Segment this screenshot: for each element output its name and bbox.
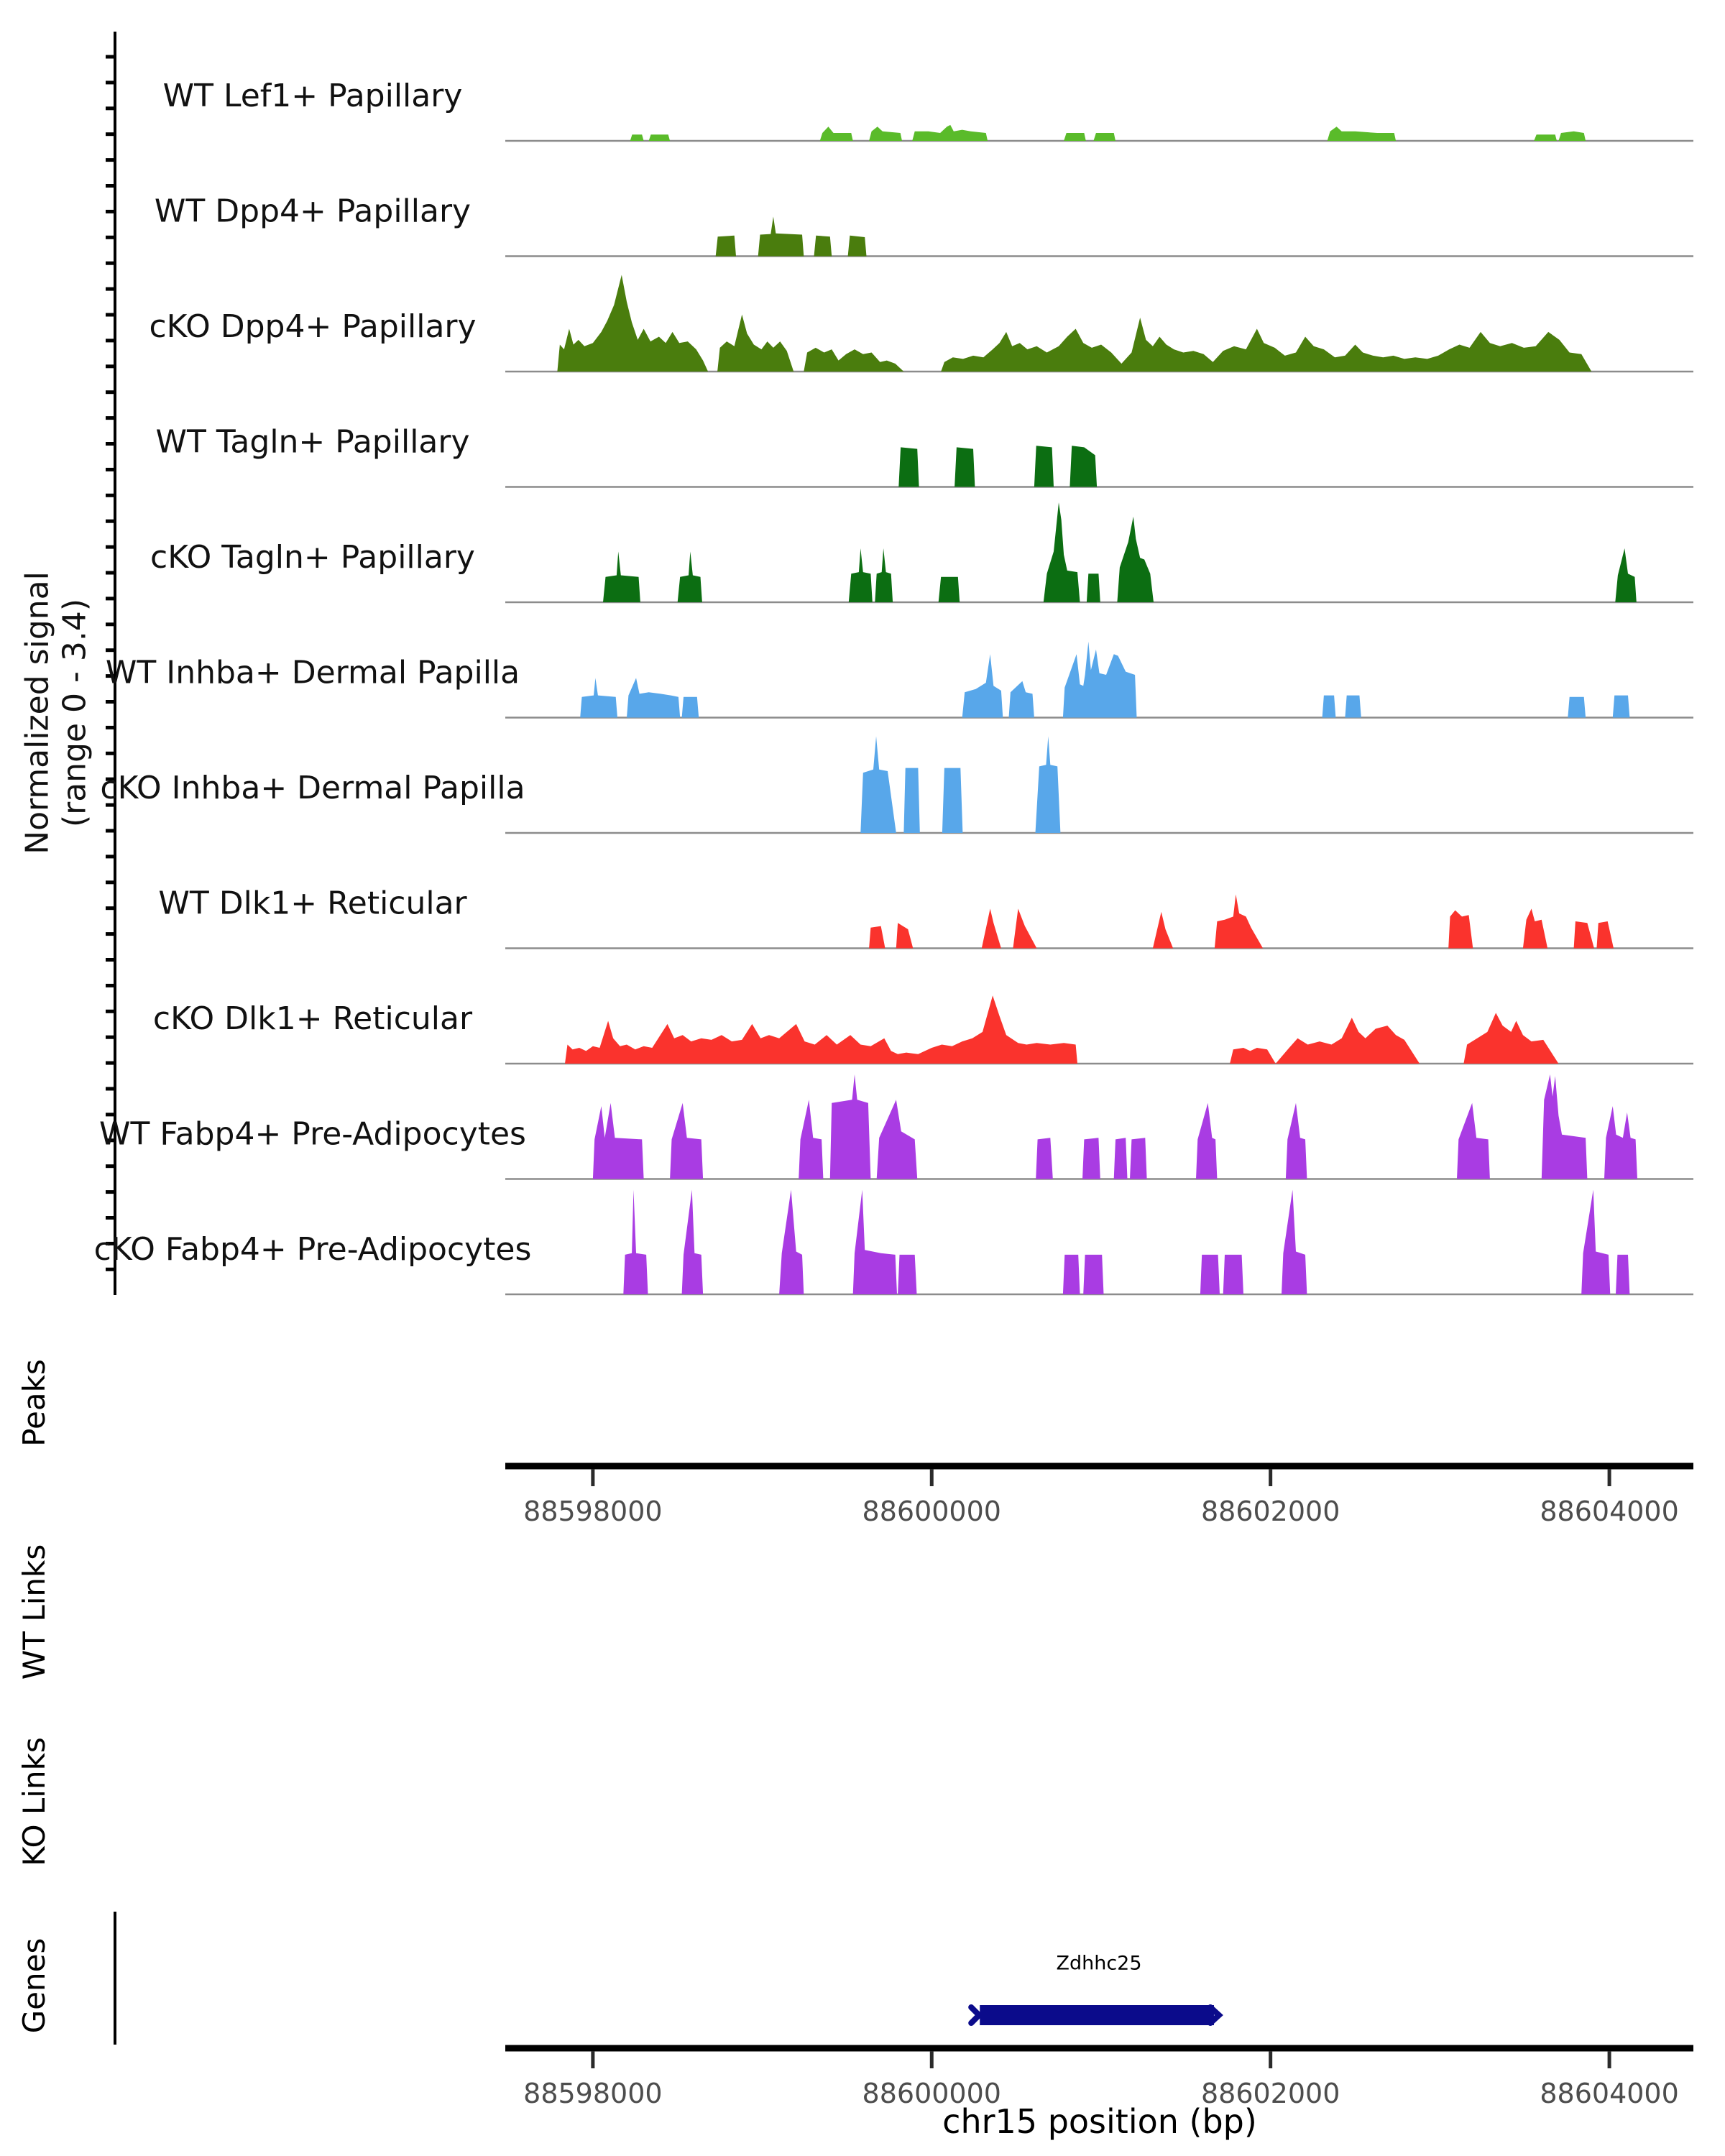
section-label-wt-links: WT Links [17, 1544, 52, 1680]
peaks-axis-tick-label: 88598000 [523, 1496, 663, 1527]
gene-name-label: Zdhhc25 [1056, 1952, 1142, 1975]
track-label: WT Dlk1+ Reticular [158, 885, 467, 922]
track-signal-area [580, 642, 1629, 718]
section-label-peaks: Peaks [17, 1359, 52, 1447]
peaks-axis-tick-label: 88604000 [1540, 1496, 1679, 1527]
track-signal-area [860, 737, 1060, 834]
track-signal-area [869, 895, 1614, 949]
track-label: cKO Tagln+ Papillary [150, 539, 475, 576]
x-axis-title: chr15 position (bp) [942, 2102, 1257, 2141]
track-label: cKO Fabp4+ Pre-Adipocytes [93, 1231, 532, 1268]
track-signal-area [630, 125, 1586, 141]
track-label: cKO Inhba+ Dermal Papilla [100, 770, 525, 806]
track-label: cKO Dpp4+ Papillary [149, 308, 477, 345]
track-signal-area [716, 216, 867, 256]
y-axis-label-line2: (range 0 - 3.4) [56, 598, 93, 828]
section-label-ko-links: KO Links [17, 1737, 52, 1866]
track-label: WT Fabp4+ Pre-Adipocytes [99, 1115, 526, 1153]
track-label: WT Dpp4+ Papillary [154, 193, 472, 230]
genes-axis-tick-label: 88602000 [1200, 2078, 1340, 2109]
track-label: WT Lef1+ Papillary [162, 78, 463, 114]
genes-axis-tick-label: 88600000 [862, 2078, 1001, 2109]
track-label: WT Inhba+ Dermal Papilla [105, 654, 520, 691]
track-label: WT Tagln+ Papillary [155, 423, 470, 461]
peaks-axis-tick-label: 88600000 [862, 1496, 1001, 1527]
gene-body [980, 2005, 1214, 2025]
track-signal-area [557, 275, 1591, 372]
track-signal-area [898, 446, 1097, 487]
genes-axis-tick-label: 88604000 [1540, 2078, 1679, 2109]
track-signal-area [623, 1190, 1629, 1295]
track-signal-area [565, 995, 1558, 1064]
genes-axis-tick-label: 88598000 [523, 2078, 663, 2109]
gene-strand-arrow-left [971, 2007, 979, 2023]
track-label: cKO Dlk1+ Reticular [152, 1000, 473, 1037]
track-signal-area [593, 1074, 1637, 1179]
track-signal-area [603, 502, 1637, 602]
y-axis-label-line1: Normalized signal [19, 571, 56, 854]
peaks-axis-tick-label: 88602000 [1200, 1496, 1340, 1527]
section-label-genes: Genes [17, 1938, 52, 2034]
